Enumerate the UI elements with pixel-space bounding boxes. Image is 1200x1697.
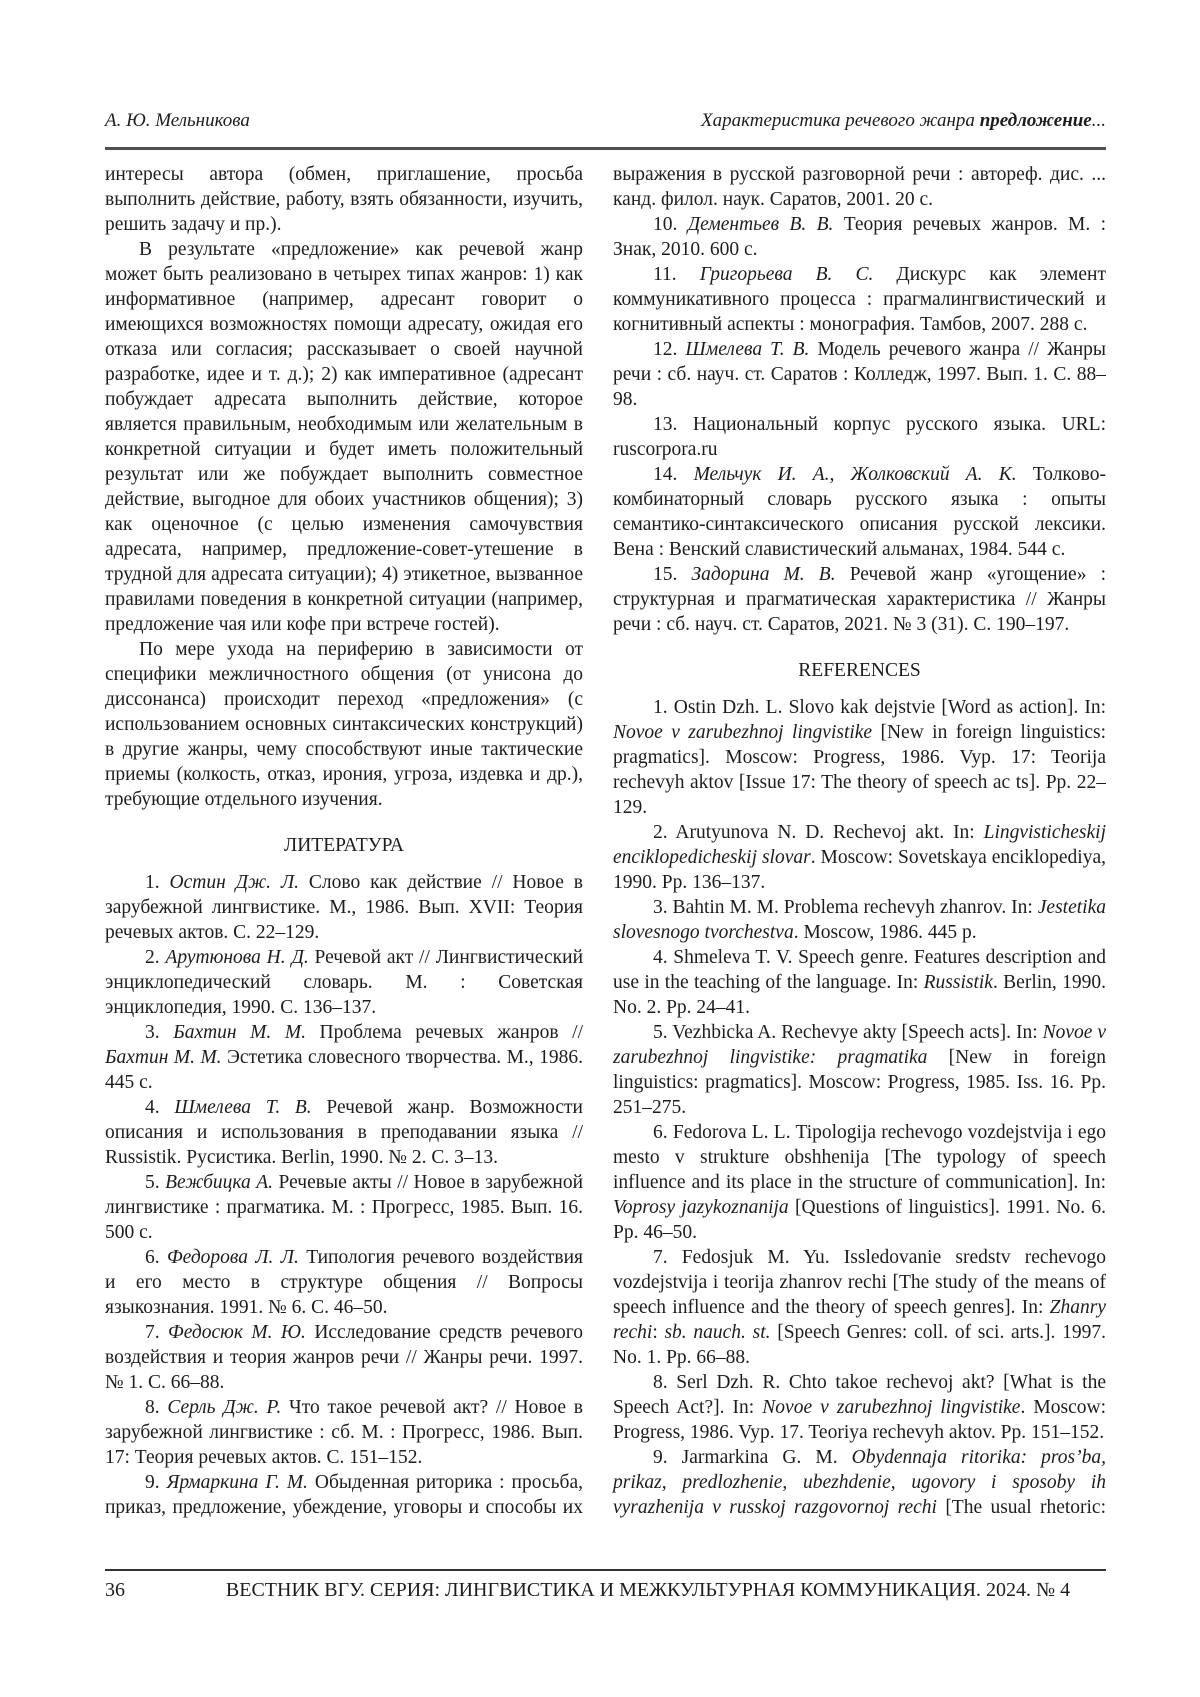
text-segment: Шмелева Т. В. [174,1097,312,1118]
text-segment: 5. Vezhbicka A. Rechevye akty [Speech acts]. In: [653,1022,1043,1043]
text-segment: Novoe v zarubezhnoj lingvistike: pragmatika [613,1022,1106,1068]
text-segment: Типология речевого воздействия и его место в структуре общения // Вопросы языкознания. 1991. № 6. С. 46–50. [105,1247,583,1318]
text-segment: Серль Дж. Р. [167,1397,282,1418]
text-segment: 10. [653,214,688,235]
text-segment: 8. [145,1397,168,1418]
text-segment: 3. [145,1022,174,1043]
text-segment: 3. Bahtin M. M. Problema rechevyh zhanrov. In: [653,897,1038,918]
body-paragraph [105,637,583,812]
reference-item [613,695,1106,820]
reference-item [105,1170,583,1245]
running-head-title [701,110,1106,132]
text-segment: 6. [145,1247,167,1268]
reference-item [613,820,1106,895]
footer [105,1578,1106,1602]
text-segment: 1. Ostin Dzh. L. Slovo kak dejstvie [Word as action]. In: [653,697,1106,718]
text-segment: 6. Fedorova L. L. Tipologija rechevogo vozdejstvija i ego mesto v strukture obshhenija [The typology of speech influence and its place in the structure of communication]. In: [613,1122,1106,1193]
text-segment: Речевой жанр «угощение» : структурная и прагматическая характеристика // Жанры речи : сб. науч. ст. Саратов, 2021. № 3 (31). С. 190–197. [613,564,1106,635]
reference-item [613,412,1106,462]
running-head-author: А. Ю. Мельникова [105,110,250,131]
text-segment: Дискурс как элемент коммуникативного процесса : прагмалингвистический и когнитивный аспекты : монография. Тамбов, 2007. 288 с. [613,264,1106,335]
reference-item [105,1095,583,1170]
reference-item [613,1370,1106,1445]
reference-item [105,945,583,1020]
text-segment: 9. Jarmarkina G. M. [653,1447,852,1468]
reference-item [105,1020,583,1095]
text-segment: Федорова Л. Л. [166,1247,299,1268]
body-paragraphs [105,162,583,812]
body-paragraph [105,237,583,637]
reference-item [613,462,1106,562]
reference-item [105,870,583,945]
literatura-heading: ЛИТЕРАТУРА [284,835,404,856]
text-segment: предложение [979,110,1092,131]
text-segment: 4. Shmeleva T. V. Speech genre. Features description and use in the teaching of the language. In: [613,947,1106,993]
text-segment: Ярмаркина Г. М. [166,1472,308,1493]
reference-item [105,1470,583,1520]
text-segment: Эстетика словесного творчества. М., 1986. 445 с. [105,1047,583,1093]
reference-item [613,262,1106,337]
text-segment: Речевой жанр. Возможности описания и использования в преподавании языка // Russistik. Русистика. Berlin, 1990. № 2. С. 3–13. [105,1097,583,1168]
text-segment: 11. [653,264,700,285]
text-segment: Слово как действие // Новое в зарубежной лингвистике. М., 1986. Вып. XVII: Теория речевых актов. С. 22–129. [105,872,584,943]
text-segment: 7. Fedosjuk M. Yu. Issledovanie sredstv rechevogo vozdejstvija i teorija zhanrov rechi [The study of the means of speech influence and the theory of speech genres]. In: [613,1247,1106,1318]
text-segment: Voprosy jazykoznanija [613,1197,789,1218]
left-column [105,162,583,1562]
footer-divider [105,1569,1106,1571]
reference-item [613,895,1106,945]
reference-item [613,337,1106,412]
text-segment: [New in foreign linguistics: pragmatics]. Moscow: Progress, 1985. Iss. 16. Pp. 251–275. [613,1047,1106,1118]
text-segment: ... [1091,110,1106,131]
text-segment: 9. [145,1472,167,1493]
literatura-list-right [613,162,1106,637]
text-segment: Исследование средств речевого воздействия и теория жанров речи // Жанры речи. 1997. № 1. С. 66–88. [105,1322,583,1393]
reference-item [613,1020,1106,1120]
text-segment: Бахтин М. М. [105,1047,222,1068]
text-segment: 8. Serl Dzh. R. Chto takoe rechevoj akt? [What is the Speech Act?]. In: [613,1372,1106,1418]
text-segment: 13. Национальный корпус русского языка. URL: ruscorpora.ru [613,414,1106,460]
text-segment: [The usual rhetoric: [936,1497,1106,1518]
text-segment: 1. [145,872,170,893]
text-segment: 14. [653,464,694,485]
text-segment: 5. [145,1172,166,1193]
text-segment: Григорьева В. С. [699,264,874,285]
text-segment: Задорина М. В. [691,564,836,585]
text-segment: 15. [653,564,692,585]
running-head [105,110,1106,132]
reference-item [613,1445,1106,1520]
right-column [613,162,1106,1562]
text-segment: Характеристика речевого жанра [701,110,980,131]
reference-item [105,1245,583,1320]
text-segment: В результате «предложение» как речевой жанр может быть реализовано в четырех типах жанров: 1) как информативное (например, адресант говорит о имеющихся возможностях помощи адресату, ожидая его отказа или согласия; рассказывает о своей научной разработке, идее и т. д.); 2) как императивное (адресант побуждает адресата выполнить действие, которое является правильным, необходимым или желательным в конкретной ситуации и будет иметь положительный результат или же побуждает выполнить совместное действие, выгодное для обоих участников общения); 3) как оценочное (с целью изменения самочувствия адресата, например, предложение-совет-утешение в трудной для адресата ситуации); 4) этикетное, вызванное правилами поведения в конкретной ситуации (например, предложение чая или кофе при встрече гостей). [105,239,583,635]
text-segment: Арутюнова Н. Д. [165,947,309,968]
text-segment: . Moscow, 1986. 445 p. [793,922,977,943]
text-segment: Мельчук И. А., Жолковский А. К. [693,464,1017,485]
text-segment: Толково-комбинаторный словарь русского языка : опыты семантико-синтаксического описания русской лексики. Вена : Венский славистический альманах, 1984. 544 с. [613,464,1106,560]
text-segment: Obydennaja ritorika: pros’ba, prikaz, predlozhenie, ubezhdenie, ugovory i sposoby ih vyrazhenija v russkoj razgovornoj rechi [613,1447,1106,1518]
text-columns [105,162,1106,1562]
text-segment: Шмелева Т. В. [685,339,810,360]
references-heading: REFERENCES [798,660,921,681]
text-segment: Jestetika slovesnogo tvorchestva [613,897,1106,943]
text-segment: выражения в русской разговорной речи : автореф. дис. ... канд. филол. наук. Саратов, 2001. 20 с. [613,164,1106,210]
text-segment: Бахтин М. М. [173,1022,306,1043]
text-segment: По мере ухода на периферию в зависимости от специфики межличностного общения (от унисона до диссонанса) происходит переход «предложения» (с использованием основных синтаксических конструкций) в другие жанры, чему способствуют иные тактические приемы (колкость, отказ, ирония, угроза, издевка и др.), требующие отдельного изучения. [105,639,583,810]
text-segment: [Speech Genres: coll. of sci. arts.]. 1997. No. 1. Pp. 66–88. [613,1322,1106,1368]
reference-item [613,1245,1106,1370]
text-segment: [New in foreign linguistics: pragmatics]. Moscow: Progress, 1986. Vyp. 17: Teorija rechevyh aktov [Issue 17: The theory of speech ac ts]. Pp. 22–129. [613,722,1106,818]
reference-item [613,162,1106,212]
text-segment: sb. nauch. st. [664,1322,771,1343]
text-segment: 12. [653,339,686,360]
text-segment: Вежбицка А. [165,1172,274,1193]
text-segment: Что такое речевой акт? // Новое в зарубежной лингвистике : сб. М. : Прогресс, 1986. Вып. 17: Теория речевых актов. С. 151–152. [105,1397,584,1468]
page-number: 36 [105,1579,125,1601]
text-segment: Zhanry rechi [613,1297,1106,1343]
text-segment: . Moscow: Sovetskaya enciklopediya, 1990. Pp. 136–137. [613,847,1106,893]
text-segment: Федосюк М. Ю. [168,1322,306,1343]
reference-item [105,1320,583,1395]
journal-title: ВЕСТНИК ВГУ. СЕРИЯ: ЛИНГВИСТИКА И МЕЖКУЛЬТУРНАЯ КОММУНИКАЦИЯ. 2024. № 4 [225,1579,1071,1601]
reference-item [613,1120,1106,1245]
reference-item [613,945,1106,1020]
reference-item [105,1395,583,1470]
text-segment: Novoe v zarubezhnoj lingvistike [613,722,873,743]
text-segment: Novoe v zarubezhnoj lingvistike [762,1397,1021,1418]
reference-item [613,212,1106,262]
header-divider [105,147,1106,150]
text-segment: Дементьев В. В. [687,214,834,235]
text-segment: 7. [145,1322,169,1343]
body-paragraph [105,162,583,237]
text-segment: : [652,1322,665,1343]
text-segment: 4. [145,1097,175,1118]
text-segment: Модель речевого жанра // Жанры речи : сб. науч. ст. Саратов : Колледж, 1997. Вып. 1. С. 88–98. [613,339,1106,410]
text-segment: Проблема речевых жанров // [305,1022,584,1043]
text-segment: . Berlin, 1990. No. 2. Pp. 24–41. [613,972,1106,1018]
text-segment: Russistik [923,972,993,993]
reference-item [613,562,1106,637]
text-segment: Речевой акт // Лингвистический энциклопедический словарь. М. : Советская энциклопедия, 1990. С. 136–137. [105,947,584,1018]
references-list [613,695,1106,1520]
text-segment: 2. Arutyunova N. D. Rechevoj akt. In: [653,822,984,843]
text-segment: [Questions of linguistics]. 1991. No. 6. Pp. 46–50. [613,1197,1106,1243]
text-segment: Речевые акты // Новое в зарубежной лингвистике : прагматика. М. : Прогресс, 1985. Вып. 16. 500 с. [105,1172,584,1243]
text-segment: Теория речевых жанров. М. : Знак, 2010. 600 с. [613,214,1106,260]
text-segment: 2. [145,947,166,968]
literatura-list-left [105,870,583,1520]
text-segment: Остин Дж. Л. [169,872,300,893]
text-segment: интересы автора (обмен, приглашение, просьба выполнить действие, работу, взять обязанности, изучить, решить задачу и пр.). [105,164,583,235]
text-segment: Lingvisticheskij enciklopedicheskij slovar [613,822,1106,868]
text-segment: Обыденная риторика : просьба, приказ, предложение, убеждение, уговоры и способы их [105,1472,583,1518]
text-segment: . Moscow: Progress, 1986. Vyp. 17. Teoriya rechevyh aktov. Pp. 151–152. [613,1397,1106,1443]
